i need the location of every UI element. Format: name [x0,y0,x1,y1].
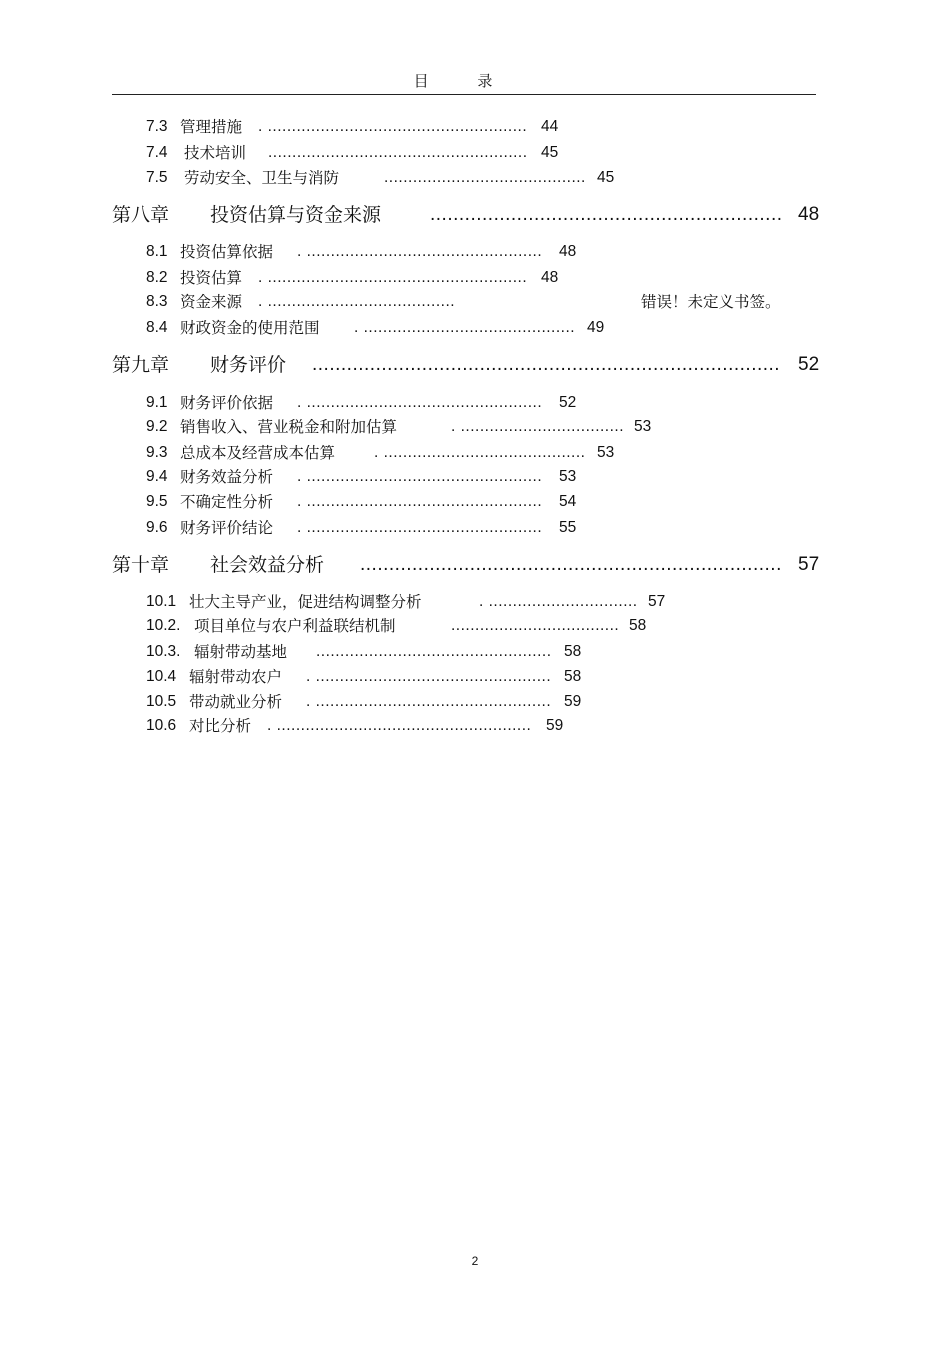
page-number: 57 [798,554,820,575]
page-number: 52 [559,394,577,411]
section-number: 9.5 [146,493,168,510]
leader-dots: . ...................................................... [258,118,528,135]
section-title: 财务评价结论 [180,519,274,537]
section-title: 财政资金的使用范围 [180,319,320,337]
leader-dots: . ............................... [479,593,638,610]
page-number: 48 [559,243,577,260]
leader-dots: . ................................................. [297,493,543,510]
section-title: 辐射带动农户 [189,668,283,686]
toc-entry[interactable] [146,492,646,512]
chapter-title: 社会效益分析 [210,554,325,576]
leader-dots: . ................................................. [306,668,552,685]
section-number: 10.4 [146,668,177,685]
leader-dots: ......................................................................... [360,554,782,575]
leader-dots: . ................................................. [297,394,543,411]
page-number: 55 [559,519,577,536]
section-title: 资金来源 [180,293,243,311]
page-number: 48 [541,269,559,286]
page-number: 52 [798,354,820,375]
page-number: 53 [597,444,615,461]
leader-dots: . ................................................. [297,243,543,260]
section-number: 7.3 [146,118,168,135]
toc-entry[interactable] [146,268,646,288]
leader-dots: . ............................................ [354,319,576,336]
leader-dots: ................................................. [316,643,552,660]
toc-entry[interactable] [146,716,646,736]
section-number: 9.2 [146,418,168,435]
chapter-title: 投资估算与资金来源 [210,204,382,226]
page-number: 49 [587,319,605,336]
toc-entry[interactable] [146,242,646,262]
toc-entry[interactable] [146,592,686,612]
section-title: 总成本及经营成本估算 [180,444,336,462]
section-number: 10.6 [146,717,177,734]
toc-entry[interactable] [146,292,806,312]
page-number: 48 [798,204,820,225]
page-number: 44 [541,118,559,135]
page-number: 53 [559,468,577,485]
section-number: 7.4 [146,144,168,161]
section-number: 10.1 [146,593,177,610]
section-number: 9.6 [146,519,168,536]
page-number: 58 [564,668,582,685]
toc-entry[interactable] [146,443,646,463]
section-number: 8.3 [146,293,168,310]
toc-entry[interactable] [146,143,646,163]
leader-dots: ................................... [451,617,620,634]
section-title: 壮大主导产业，促进结构调整分析 [189,593,422,611]
section-title: 辐射带动基地 [194,643,288,661]
section-title: 投资估算 [180,269,243,287]
section-title: 项目单位与农户利益联结机制 [194,617,396,635]
toc-entry[interactable] [146,417,686,437]
section-number: 10.5 [146,693,177,710]
toc-entry[interactable] [146,168,646,188]
page-number: 59 [564,693,582,710]
section-title: 管理措施 [180,118,243,136]
page-number: 58 [564,643,582,660]
leader-dots: ............................................................. [430,204,783,225]
leader-dots: . ...................................................... [258,269,528,286]
page-number: 45 [597,169,615,186]
section-number: 8.1 [146,243,168,260]
leader-dots: . .................................. [451,418,625,435]
toc-chapter[interactable] [112,552,824,578]
section-title: 销售收入、营业税金和附加估算 [180,418,398,436]
toc-entry[interactable] [146,393,646,413]
leader-dots: . ................................................. [297,468,543,485]
chapter-number: 第八章 [112,204,170,226]
section-number: 9.4 [146,468,168,485]
leader-dots: . ................................................. [297,519,543,536]
page-number: 58 [629,617,647,634]
bookmark-error: 错误！未定义书签。 [641,293,781,311]
toc-entry[interactable] [146,117,646,137]
page-number: 59 [546,717,564,734]
toc-entry[interactable] [146,616,666,636]
section-title: 投资估算依据 [180,243,274,261]
toc-chapter[interactable] [112,202,824,228]
leader-dots: . ................................................. [306,693,552,710]
page-number: 45 [541,144,559,161]
toc-chapter[interactable] [112,352,824,378]
section-title: 劳动安全、卫生与消防 [184,169,340,187]
section-number: 8.2 [146,269,168,286]
section-number: 7.5 [146,169,168,186]
page-header: 目 录 [112,70,816,95]
section-title: 对比分析 [189,717,252,735]
section-number: 9.3 [146,444,168,461]
section-number: 9.1 [146,394,168,411]
leader-dots: . ....................................... [258,293,456,310]
leader-dots: .......................................... [384,169,586,186]
section-title: 技术培训 [184,144,247,162]
chapter-number: 第十章 [112,554,170,576]
section-title: 财务评价依据 [180,394,274,412]
page-number: 57 [648,593,666,610]
toc-entry[interactable] [146,692,646,712]
page-number: 54 [559,493,577,510]
toc-entry[interactable] [146,518,646,538]
section-number: 10.3. [146,643,181,660]
page-footer-number: 2 [471,1254,479,1268]
section-title: 财务效益分析 [180,468,274,486]
leader-dots: . ..................................................... [267,717,532,734]
leader-dots: ...................................................... [268,144,528,161]
section-number: 10.2. [146,617,181,634]
toc-entry[interactable] [146,467,646,487]
leader-dots: . .......................................... [374,444,586,461]
section-title: 不确定性分析 [180,493,274,511]
toc-entry[interactable] [146,642,646,662]
chapter-number: 第九章 [112,354,170,376]
toc-entry[interactable] [146,667,646,687]
chapter-title: 财务评价 [210,354,287,376]
leader-dots: ................................................................................. [312,354,781,375]
page-number: 53 [634,418,652,435]
toc-entry[interactable] [146,318,646,338]
section-title: 带动就业分析 [189,693,283,711]
section-number: 8.4 [146,319,168,336]
